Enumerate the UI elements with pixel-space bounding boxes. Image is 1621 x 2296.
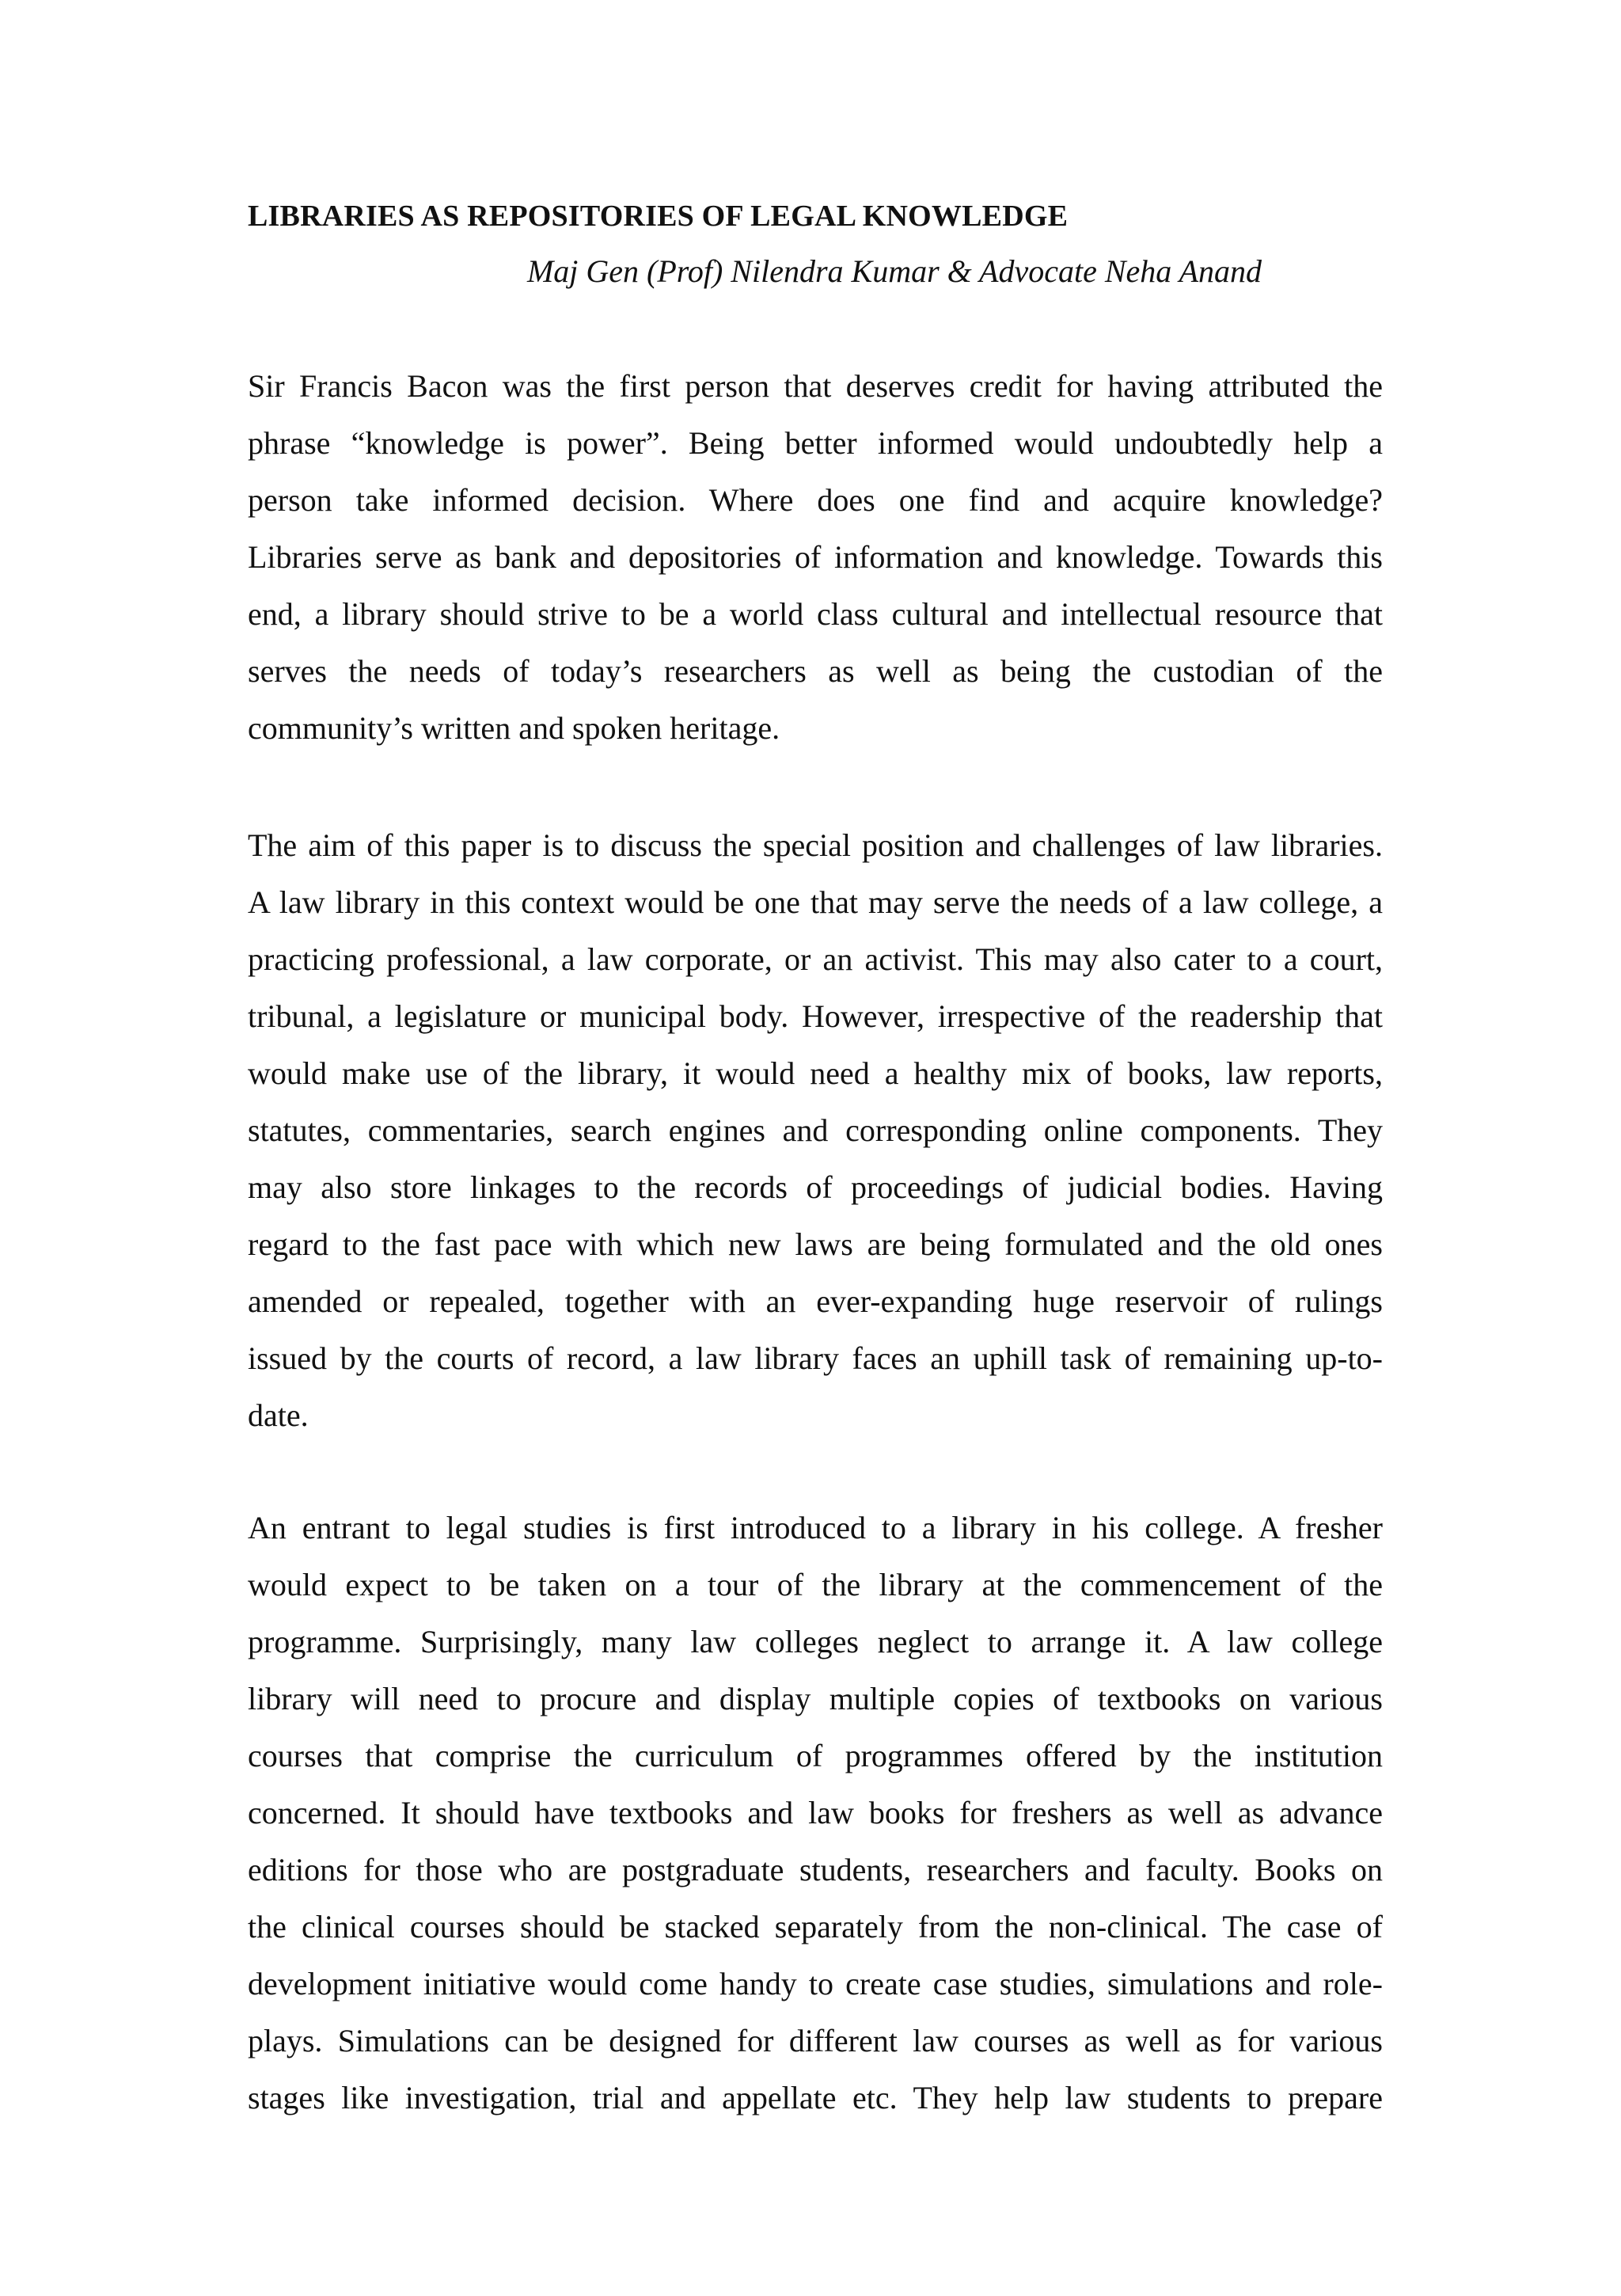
- paragraph-line: An entrant to legal studies is first introduced to a library in his college. A fresher: [248, 1510, 1383, 1545]
- paragraph-line: person take informed decision. Where does one find and acquire knowledge?: [248, 482, 1383, 518]
- paragraph-line: issued by the courts of record, a law library faces an uphill task of remaining up-to-: [248, 1340, 1383, 1376]
- paragraph-line: practicing professional, a law corporate, or an activist. This may also cater to a court,: [248, 941, 1383, 977]
- paragraph-line: may also store linkages to the records of proceedings of judicial bodies. Having: [248, 1169, 1383, 1205]
- paragraph-line: Sir Francis Bacon was the first person that deserves credit for having attributed the: [248, 368, 1383, 404]
- paragraph-line: programme. Surprisingly, many law colleges neglect to arrange it. A law college: [248, 1624, 1383, 1659]
- paragraph-line: A law library in this context would be one that may serve the needs of a law college, a: [248, 884, 1383, 920]
- paragraph-line: statutes, commentaries, search engines and corresponding online components. They: [248, 1112, 1383, 1148]
- paragraph-1: [248, 358, 1383, 757]
- paragraph-line: library will need to procure and display multiple copies of textbooks on various: [248, 1681, 1383, 1716]
- paragraph-line: editions for those who are postgraduate students, researchers and faculty. Books on: [248, 1852, 1383, 1887]
- paragraph-line: would make use of the library, it would need a healthy mix of books, law reports,: [248, 1055, 1383, 1091]
- paragraph-line: Libraries serve as bank and depositories of information and knowledge. Towards this: [248, 539, 1383, 575]
- paragraph-line: courses that comprise the curriculum of programmes offered by the institution: [248, 1738, 1383, 1773]
- document-authors: Maj Gen (Prof) Nilendra Kumar & Advocate Neha Anand: [526, 253, 1262, 289]
- paragraph-line: date.: [248, 1397, 309, 1433]
- paragraph-line: phrase “knowledge is power”. Being better informed would undoubtedly help a: [248, 425, 1383, 461]
- paragraph-line: amended or repealed, together with an ever-expanding huge reservoir of rulings: [248, 1283, 1383, 1319]
- paragraph-2: [248, 817, 1383, 1444]
- paragraph-3: [248, 1500, 1383, 2127]
- paragraph-line: community’s written and spoken heritage.: [248, 710, 780, 746]
- paragraph-line: would expect to be taken on a tour of the library at the commencement of the: [248, 1567, 1383, 1602]
- document-title: LIBRARIES AS REPOSITORIES OF LEGAL KNOWLEDGE: [248, 200, 1069, 233]
- paragraph-line: end, a library should strive to be a world class cultural and intellectual resource that: [248, 596, 1383, 632]
- paragraph-line: The aim of this paper is to discuss the special position and challenges of law libraries.: [248, 827, 1383, 863]
- paragraph-line: concerned. It should have textbooks and law books for freshers as well as advance: [248, 1795, 1383, 1830]
- paragraph-line: development initiative would come handy to create case studies, simulations and role-: [248, 1966, 1383, 2001]
- paragraph-line: plays. Simulations can be designed for different law courses as well as for various: [248, 2023, 1383, 2058]
- paragraph-line: serves the needs of today’s researchers as well as being the custodian of the: [248, 653, 1383, 689]
- paragraph-line: the clinical courses should be stacked separately from the non-clinical. The case of: [248, 1909, 1383, 1944]
- paragraph-line: tribunal, a legislature or municipal body. However, irrespective of the readership that: [248, 998, 1383, 1034]
- paragraph-line: stages like investigation, trial and appellate etc. They help law students to prepare: [248, 2080, 1383, 2115]
- paragraph-line: regard to the fast pace with which new laws are being formulated and the old ones: [248, 1226, 1383, 1262]
